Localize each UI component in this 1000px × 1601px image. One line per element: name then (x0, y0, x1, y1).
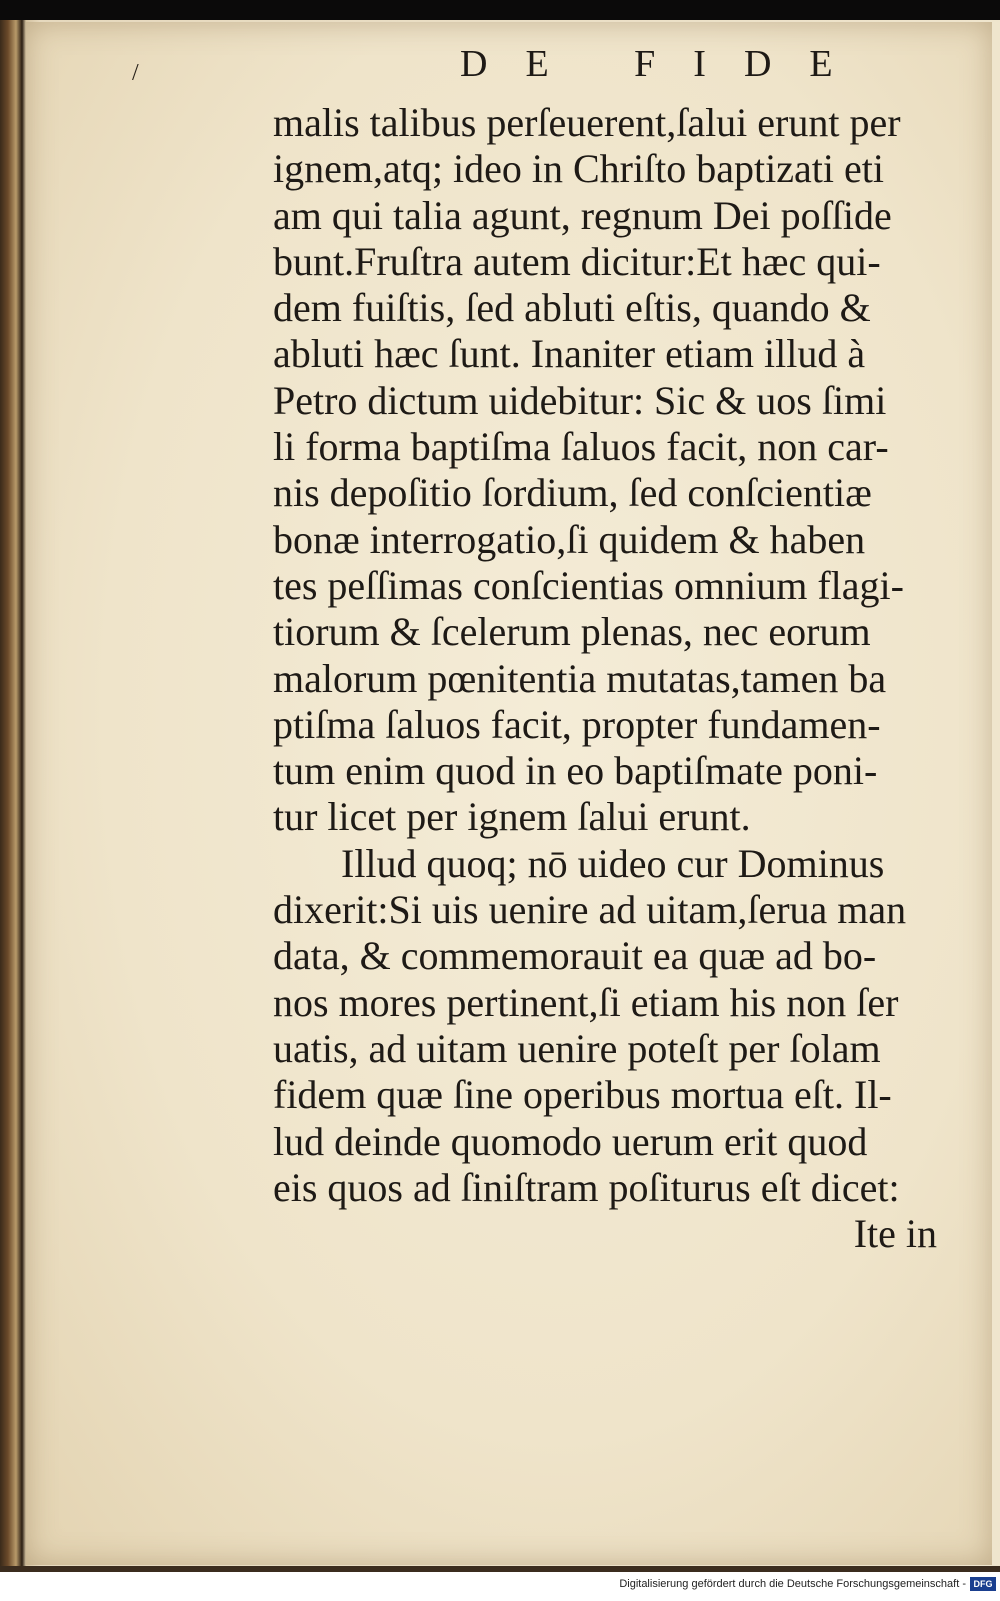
text-line: dem fuiſtis, ſed abluti eſtis, quando & (273, 285, 871, 331)
text-line: tes peſſimas conſcientias omnium flagi- (273, 562, 904, 608)
viewer-top-bar (0, 0, 1000, 20)
text-line: am qui talia agunt, regnum Dei poſſide (273, 192, 892, 238)
text-line: nos mores pertinent,ſi etiam his non ſer (273, 979, 899, 1025)
paragraph-start-line: Illud quoq; nō uideo cur Dominus (341, 840, 885, 886)
text-line: bonæ interrogatio,ſi quidem & haben (273, 516, 866, 562)
text-line: ptiſma ſaluos facit, propter fundamen- (273, 701, 881, 747)
text-line: li forma baptiſma ſaluos facit, non car- (273, 424, 889, 470)
text-line: lud deinde quomodo uerum erit quod (273, 1118, 868, 1164)
text-line: malorum pœnitentia mutatas,tamen ba (273, 655, 887, 701)
text-line: uatis, ad uitam uenire poteſt per ſolam (273, 1025, 881, 1071)
text-line: malis talibus perſeuerent,ſalui erunt per (273, 100, 901, 145)
text-line: eis quos ad ſiniſtram poſiturus eſt dicet: (273, 1164, 900, 1210)
text-line: dixerit:Si uis uenire ad uitam,ſerua man (273, 887, 907, 933)
text-line: tum enim quod in eo baptiſmate poni- (273, 748, 878, 794)
text-line: nis depoſitio ſordium, ſed conſcientiæ (273, 470, 872, 516)
margin-mark: / (132, 60, 139, 86)
text-line: data, & commemorauit ea quæ ad bo- (273, 933, 877, 979)
digitization-footer (0, 1572, 1000, 1601)
text-line: fidem quæ ſine operibus mortua eſt. Il- (273, 1072, 892, 1118)
text-line: ignem,atq; ideo in Chriſto baptizati eti (273, 146, 884, 192)
catchword: Ite in (853, 1211, 937, 1257)
funding-credit: Digitalisierung gefördert durch die Deutsche Forschungsgemeinschaft - (619, 1578, 966, 1590)
text-line: bunt.Fruſtra autem dicitur:Et hæc qui- (273, 238, 881, 284)
text-line: tiorum & ſcelerum plenas, nec eorum (273, 609, 871, 655)
text-line: abluti hæc ſunt. Inaniter etiam illud à (273, 331, 866, 377)
dfg-logo-icon: DFG (970, 1577, 996, 1591)
page-text (273, 100, 973, 1257)
text-line: Petro dictum uidebitur: Sic & uos ſimi (273, 377, 887, 423)
running-head: DE FIDE (460, 43, 871, 85)
text-line: tur licet per ignem ſalui erunt. (273, 794, 751, 840)
